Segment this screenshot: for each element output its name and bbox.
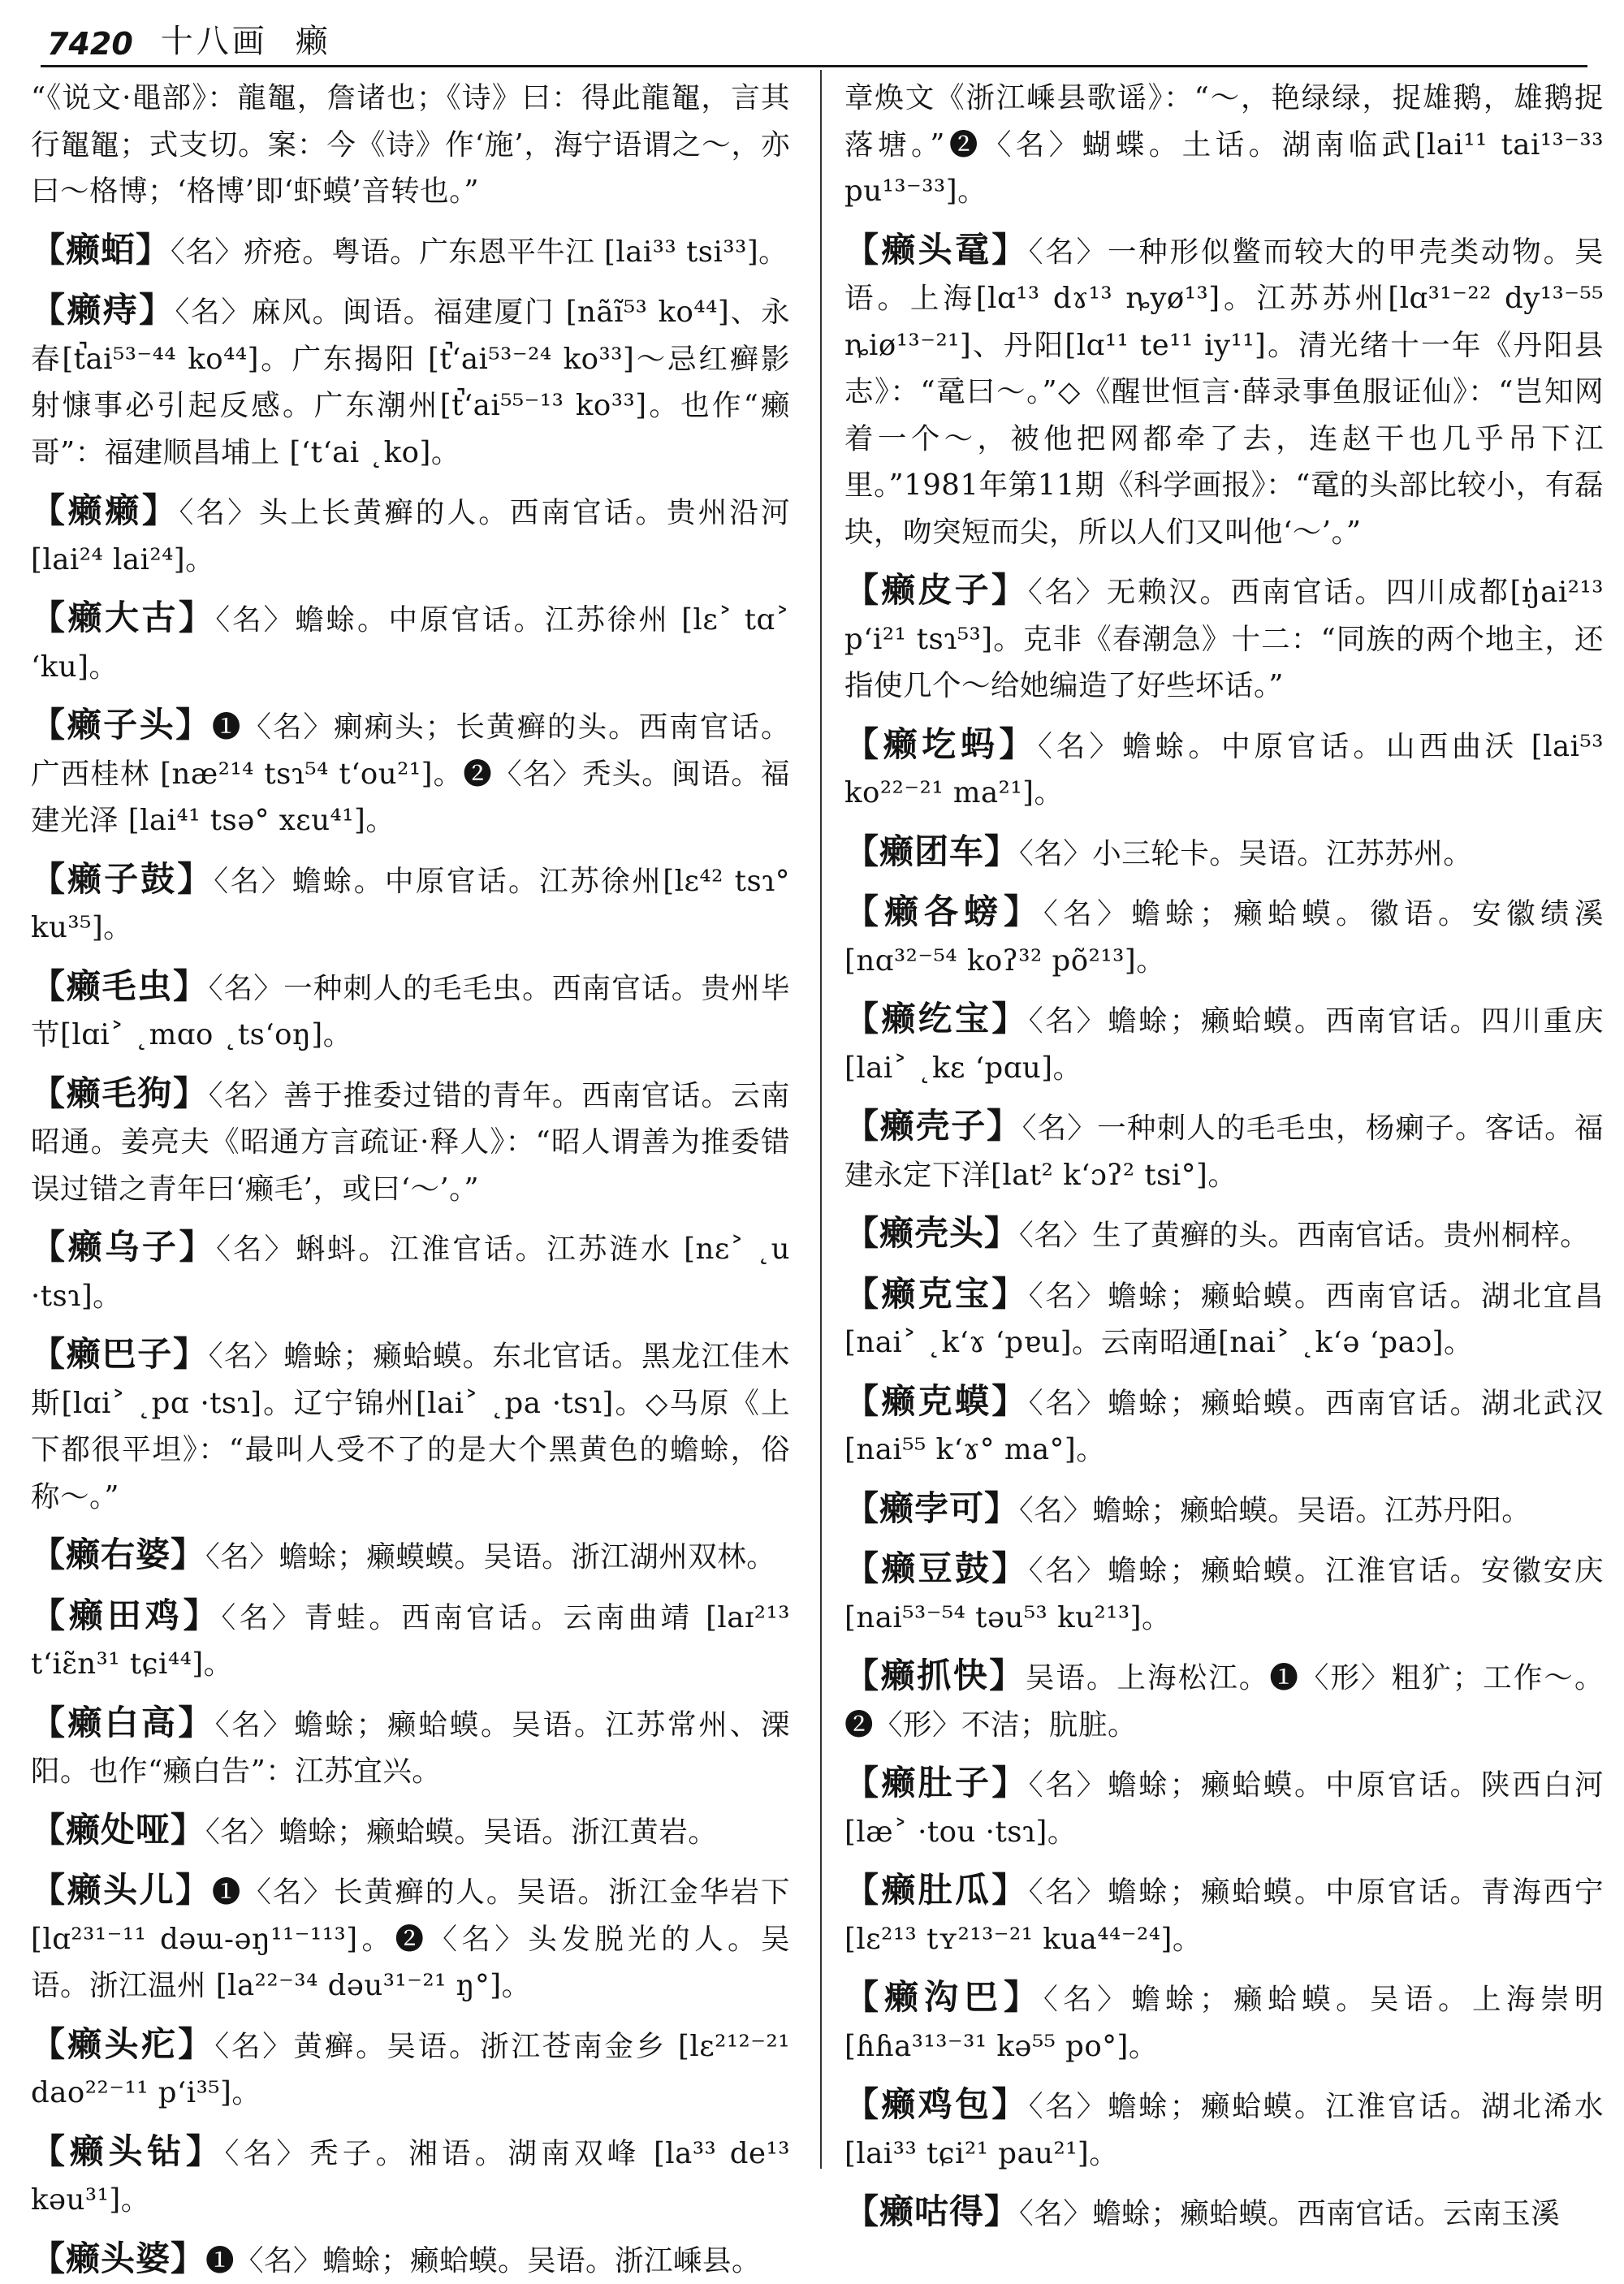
dictionary-entry [31, 2128, 790, 2224]
dictionary-entry [31, 1224, 790, 1319]
entry-headword: 【癞右婆】 [31, 1535, 205, 1574]
entry-headword: 【癞子头】 [31, 705, 212, 745]
entry-definition: 〈名〉蟾蜍；癞蛤蟆。西南官话。湖北武汉 [nai⁵⁵ kʻɤ° ma°]。 [844, 1387, 1604, 1467]
dictionary-entry [31, 1531, 790, 1581]
entry-headword: 【癞巴子】 [31, 1334, 209, 1374]
entry-definition: 〈名〉蟾蜍；癞蛤蟆。吴语。上海崇明 [ɦɦa³¹³⁻³¹ kə⁵⁵ po°]。 [844, 1983, 1604, 2063]
entry-headword: 【癞咕得】 [844, 2191, 1019, 2231]
entry-definition: 〈名〉蟾蜍；癞蛤蟆。吴语。江苏丹阳。 [1019, 1494, 1531, 1527]
dictionary-entry [844, 227, 1604, 556]
dictionary-entry [31, 287, 790, 476]
dictionary-entry [844, 721, 1604, 817]
entry-definition: 〈名〉蟾蜍；癞蛤蟆。中原官话。陕西白河 [læ˃ ·tou ·tsɿ]。 [844, 1768, 1604, 1849]
entry-headword: 【癞豆鼓】 [844, 1548, 1029, 1588]
entry-headword: 【癞大古】 [31, 598, 215, 637]
header-rule [41, 65, 1587, 67]
entry-definition: 〈名〉蟾蜍；癞蛤蟆。江淮官话。湖北浠水 [lai³³ tɕi²¹ pau²¹]。 [844, 2090, 1604, 2170]
head-character: 癞 [296, 15, 328, 62]
entry-headword: 【癞克蟆】 [844, 1381, 1029, 1421]
dictionary-entry [844, 75, 1604, 215]
entry-definition: 吴语。上海松江。❶〈形〉粗犷；工作～。❷〈形〉不洁；肮脏。 [844, 1661, 1604, 1742]
entry-headword: 【癞抓快】 [844, 1656, 1026, 1695]
entry-definition: 〈名〉蟾蜍；癞蛤蟆。江淮官话。安徽安庆 [nai⁵³⁻⁵⁴ təu⁵³ ku²¹³]。 [844, 1554, 1604, 1634]
entry-headword: 【癞毛虫】 [31, 966, 209, 1006]
entry-headword: 【癞沟巴】 [844, 1977, 1043, 2017]
entry-headword: 【癞纥宝】 [844, 999, 1029, 1038]
entry-headword: 【癞鸡包】 [844, 2084, 1029, 2124]
dictionary-entry [844, 2188, 1604, 2238]
entry-definition: 〈名〉一种刺人的毛毛虫。西南官话。贵州毕节[lɑi˃ ˛mɑo ˛tsʻoŋ]。 [31, 972, 790, 1052]
entry-definition: 〈名〉青蛙。西南官话。云南曲靖 [laɪ²¹³ tʻiɛ̃n³¹ tɕi⁴⁴]。 [31, 1601, 790, 1682]
entry-headword: 【癞肚子】 [844, 1763, 1029, 1803]
entry-definition: 〈名〉蟾蜍。中原官话。山西曲沃 [lai⁵³ ko²²⁻²¹ ma²¹]。 [844, 730, 1604, 810]
dictionary-entry [844, 1271, 1604, 1367]
dictionary-entry [844, 1378, 1604, 1474]
entry-definition: 〈名〉善于推委过错的青年。西南官话。云南昭通。姜亮夫《昭通方言疏证·释人》：“昭人谓善为推委错误过错之青年曰‘癞毛’，或曰‘～’。” [31, 1079, 790, 1206]
entry-definition: 〈名〉蟾蜍；癞蛤蟆。中原官话。青海西宁 [lɛ²¹³ tʏ²¹³⁻²¹ kua⁴⁴⁻²⁴]。 [844, 1876, 1604, 1956]
entry-headword: 【癞皮子】 [844, 570, 1028, 610]
page-header [47, 15, 328, 62]
dictionary-entry [844, 1974, 1604, 2070]
dictionary-entry [31, 1592, 790, 1688]
column-divider [820, 70, 822, 2169]
dictionary-entry [844, 1103, 1604, 1198]
dictionary-entry [31, 963, 790, 1059]
dictionary-entry [31, 1699, 790, 1795]
dictionary-entry [31, 1807, 790, 1856]
dictionary-entry [31, 2021, 790, 2117]
entry-definition: 〈名〉蟾蜍；癞蛤蟆。徽语。安徽绩溪 [nɑ³²⁻⁵⁴ koʔ³² põ²¹³]。 [844, 897, 1604, 978]
entry-definition: 〈名〉蟾蜍；癞蛤蟆。西南官话。云南玉溪 [1019, 2197, 1560, 2230]
entry-definition: 〈名〉生了黄癣的头。西南官话。贵州桐梓。 [1019, 1219, 1589, 1252]
entry-headword: 【癞蛨】 [31, 230, 171, 270]
page-number: 7420 [47, 26, 133, 62]
dictionary-entry [844, 995, 1604, 1091]
dictionary-entry [844, 1545, 1604, 1641]
entry-headword: 【癞头儿】 [31, 1870, 212, 1910]
dictionary-entry [844, 1485, 1604, 1535]
entry-headword: 【癞癞】 [31, 490, 179, 530]
entry-headword: 【癞壳头】 [844, 1213, 1019, 1253]
dictionary-entry [844, 828, 1604, 878]
entry-headword: 【癞团车】 [844, 831, 1019, 871]
left-column [31, 75, 790, 2178]
dictionary-entry [844, 2081, 1604, 2177]
entry-definition: 〈名〉一种形似鳖而较大的甲壳类动物。吴语。上海[lɑ¹³ dɤ¹³ ȵyø¹³]。江苏苏州[lɑ³¹⁻²² dy¹³⁻⁵⁵ ȵiø¹³⁻²¹]、丹阳[lɑ¹¹ te¹¹ iy¹¹]。清光绪十一年《丹阳县志》：“鼋曰～。”◇《醒世恒言·薛录事鱼服证仙》：“岂知网着一个～，被他把网都牵了去，连赵干也几乎吊下江里。”1981年第11期《科学画报》：“鼋的头部比较小，有磊块，吻突短而尖，所以人们又叫他‘～’。” [844, 235, 1604, 549]
dictionary-entry [31, 1070, 790, 1213]
dictionary-entry [31, 2235, 790, 2284]
entry-definition: 〈名〉一种刺人的毛毛虫，杨瘌子。客话。福建永定下洋[lat² kʻɔʔ² tsi°]。 [844, 1112, 1604, 1192]
dictionary-entry [31, 856, 790, 952]
entry-definition: 〈名〉蟾蜍。中原官话。江苏徐州 [lɛ˃ tɑ˃ ʻku]。 [31, 603, 790, 684]
dictionary-entry [844, 1759, 1604, 1855]
entry-headword: 【癞壳子】 [844, 1106, 1022, 1146]
entry-headword: 【癞圪蚂】 [844, 724, 1038, 764]
entry-headword: 【癞子鼓】 [31, 859, 214, 899]
entry-definition: “《说文·黽部》：龍鼅，詹诸也；《诗》曰：得此龍鼅，言其行鼅鼅；式支切。案：今《诗》作‘施’，海宁语谓之～，亦曰～格博；‘格博’即‘虾蟆’音转也。” [31, 81, 790, 208]
dictionary-entry [844, 888, 1604, 984]
entry-definition: 章焕文《浙江嵊县歌谣》：“～，艳绿绿，捉雄鹅，雄鹅捉落塘。”❷〈名〉蝴蝶。土话。湖南临武[lai¹¹ tai¹³⁻³³ pu¹³⁻³³]。 [844, 81, 1604, 208]
dictionary-entry [844, 1210, 1604, 1259]
entry-definition: 〈名〉蟾蜍。中原官话。江苏徐州[lɛ⁴² tsɿ° ku³⁵]。 [31, 865, 790, 945]
dictionary-entry [31, 75, 790, 215]
entry-definition: 〈名〉蟾蜍；癞蛤蟆。吴语。江苏常州、溧阳。也作“癞白告”：江苏宜兴。 [31, 1708, 790, 1789]
entry-definition: ❶〈名〉蟾蜍；癞蛤蟆。吴语。浙江嵊县。 [205, 2244, 761, 2278]
dictionary-entry [844, 1867, 1604, 1962]
entry-headword: 【癞白高】 [31, 1703, 215, 1742]
entry-definition: 〈名〉黄癣。吴语。浙江苍南金乡 [lɛ²¹²⁻²¹ dao²²⁻¹¹ pʻi³⁵]。 [31, 2030, 790, 2110]
dictionary-entry [31, 702, 790, 844]
entry-headword: 【癞头鼋】 [844, 230, 1029, 270]
entry-headword: 【癞头钻】 [31, 2131, 225, 2171]
entry-definition: 〈名〉蝌蚪。江淮官话。江苏涟水 [nɛ˃ ˛u ·tsɿ]。 [31, 1233, 790, 1313]
entry-definition: 〈名〉头上长黄癣的人。西南官话。贵州沿河 [lai²⁴ lai²⁴]。 [31, 496, 790, 576]
entry-definition: 〈名〉麻风。闽语。福建厦门 [nãĩ⁵³ ko⁴⁴]、永春[t̚ai⁵³⁻⁴⁴ ko⁴⁴]。广东揭阳 [t̚ʻai⁵³⁻²⁴ ko³³]～忌红癣影射慷事必引起反感。广东潮州[t̚ʻai⁵⁵⁻¹³ ko³³]。也作“癞哥”：福建顺昌埔上 [ʻtʻai ˛ko]。 [31, 296, 790, 469]
entry-definition: 〈名〉无赖汉。西南官话。四川成都[ŋ̍ai²¹³ pʻi²¹ tsɿ⁵³]。克非《春潮急》十二：“同族的两个地主，还指使几个～给她编造了好些坏话。” [844, 576, 1604, 702]
entry-definition: 〈名〉蟾蜍；癞蟆蟆。吴语。浙江湖州双林。 [205, 1540, 775, 1574]
entry-headword: 【癞毛狗】 [31, 1073, 209, 1113]
dictionary-entry [31, 1867, 790, 2010]
entry-definition: 〈名〉蟾蜍；癞蛤蟆。西南官话。湖北宜昌 [nai˃ ˛kʻɤ ʻpɐu]。云南昭通[nai˃ ˛kʻə ʻpaɔ]。 [844, 1280, 1604, 1360]
dictionary-entry [844, 1652, 1604, 1748]
entry-headword: 【癞各螃】 [844, 892, 1043, 931]
entry-definition: 〈名〉小三轮卡。吴语。江苏苏州。 [1019, 837, 1472, 870]
entry-definition: ❶〈名〉瘌痢头；长黄癣的头。西南官话。广西桂林 [næ²¹⁴ tsɿ⁵⁴ tʻou²¹]。❷〈名〉秃头。闽语。福建光泽 [lai⁴¹ tsə° xɛu⁴¹]。 [31, 710, 790, 837]
entry-headword: 【癞孛可】 [844, 1488, 1019, 1528]
entry-definition: 〈名〉蟾蜍；癞蛤蟆。西南官话。四川重庆 [lai˃ ˛kɛ ʻpɑu]。 [844, 1004, 1604, 1085]
dictionary-entry [31, 487, 790, 583]
dictionary-entry [844, 567, 1604, 710]
dictionary-entry [31, 594, 790, 690]
entry-headword: 【癞田鸡】 [31, 1595, 222, 1635]
entry-headword: 【癞头婆】 [31, 2239, 205, 2278]
stroke-section: 十八画 [161, 15, 268, 62]
entry-headword: 【癞乌子】 [31, 1227, 216, 1267]
entry-headword: 【癞克宝】 [844, 1274, 1029, 1314]
entry-definition: 〈名〉蟾蜍；癞蛤蟆。东北官话。黑龙江佳木斯[lɑi˃ ˛pɑ ·tsɿ]。辽宁锦州[lai˃ ˛pa ·tsɿ]。◇马原《上下都很平坦》：“最叫人受不了的是大个黑黄色的蟾蜍，俗称～。” [31, 1340, 790, 1513]
right-column [844, 75, 1604, 2178]
entry-definition: 〈名〉蟾蜍；癞蛤蟆。吴语。浙江黄岩。 [205, 1816, 717, 1849]
entry-headword: 【癞头疕】 [31, 2024, 214, 2064]
entry-definition: 〈名〉疥疮。粤语。广东恩平牛江 [lai³³ tsi³³]。 [171, 235, 788, 269]
entry-definition: 〈名〉秃子。湘语。湖南双峰 [la³³ de¹³ kəu³¹]。 [31, 2137, 790, 2217]
dictionary-entry [31, 227, 790, 276]
entry-headword: 【癞痔】 [31, 290, 175, 330]
dictionary-entry [31, 1331, 790, 1520]
entry-headword: 【癞处哑】 [31, 1810, 205, 1850]
entry-headword: 【癞肚瓜】 [844, 1870, 1029, 1910]
entry-definition: ❶〈名〉长黄癣的人。吴语。浙江金华岩下 [lɑ²³¹⁻¹¹ dəɯ-əŋ¹¹⁻¹¹³]。❷〈名〉头发脱光的人。吴语。浙江温州 [la²²⁻³⁴ dəu³¹⁻²¹ ŋ°]。 [31, 1876, 790, 2002]
